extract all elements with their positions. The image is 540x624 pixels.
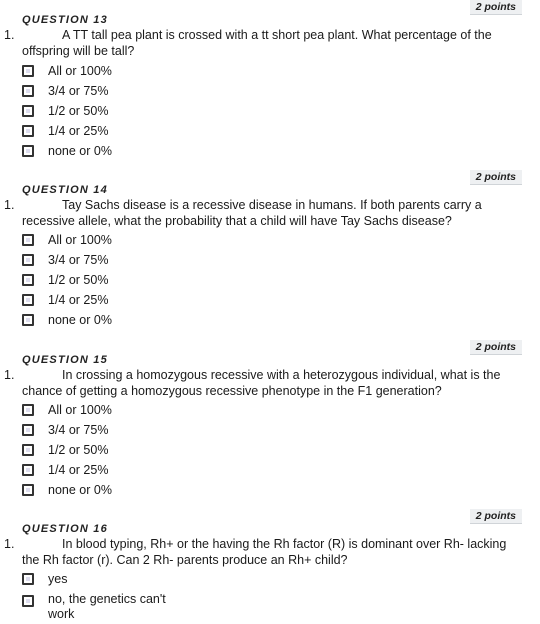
question-title: QUESTION 15 bbox=[22, 354, 108, 366]
checkbox[interactable] bbox=[22, 65, 34, 77]
question-text: A TT tall pea plant is crossed with a tt short pea plant. What percentage of the offspring will be tall? bbox=[22, 28, 492, 58]
option-label: 1/2 or 50% bbox=[48, 442, 109, 457]
answer-option[interactable] bbox=[22, 461, 108, 479]
option-label: no, the genetics can't work bbox=[48, 592, 166, 621]
option-label: All or 100% bbox=[48, 63, 112, 78]
question-number: 1. bbox=[4, 28, 15, 42]
answer-option[interactable] bbox=[22, 570, 67, 588]
points-badge: 2 points bbox=[470, 340, 522, 355]
answer-option[interactable] bbox=[22, 231, 112, 249]
checkbox[interactable] bbox=[22, 595, 34, 607]
question-number: 1. bbox=[4, 537, 15, 551]
answer-option[interactable] bbox=[22, 421, 108, 439]
question-title: QUESTION 14 bbox=[22, 184, 108, 196]
option-label: none or 0% bbox=[48, 143, 112, 158]
answer-option[interactable] bbox=[22, 82, 108, 100]
checkbox[interactable] bbox=[22, 125, 34, 137]
answer-option[interactable] bbox=[22, 481, 112, 499]
option-label: none or 0% bbox=[48, 482, 112, 497]
question-text: Tay Sachs disease is a recessive disease in humans. If both parents carry a recessive allele, what the probability that a child will have Tay Sachs disease? bbox=[22, 198, 482, 228]
answer-option[interactable] bbox=[22, 441, 108, 459]
checkbox[interactable] bbox=[22, 85, 34, 97]
option-label: 3/4 or 75% bbox=[48, 83, 109, 98]
checkbox[interactable] bbox=[22, 314, 34, 326]
checkbox[interactable] bbox=[22, 424, 34, 436]
checkbox[interactable] bbox=[22, 484, 34, 496]
checkbox[interactable] bbox=[22, 254, 34, 266]
question-title: QUESTION 13 bbox=[22, 14, 108, 26]
checkbox[interactable] bbox=[22, 294, 34, 306]
answer-option[interactable] bbox=[22, 271, 108, 289]
question-number: 1. bbox=[4, 368, 15, 382]
answer-option[interactable] bbox=[22, 122, 108, 140]
option-label: 1/4 or 25% bbox=[48, 123, 109, 138]
question-text: In crossing a homozygous recessive with a heterozygous individual, what is the chance of getting a homozygous recessive phenotype in the F1 generation? bbox=[22, 368, 501, 398]
answer-option[interactable] bbox=[22, 142, 112, 160]
question-title: QUESTION 16 bbox=[22, 523, 108, 535]
answer-option[interactable] bbox=[22, 251, 108, 269]
option-label: 1/4 or 25% bbox=[48, 292, 109, 307]
option-label: yes bbox=[48, 571, 68, 586]
option-label: 1/2 or 50% bbox=[48, 272, 109, 287]
answer-option[interactable] bbox=[22, 401, 112, 419]
checkbox[interactable] bbox=[22, 404, 34, 416]
option-label: 3/4 or 75% bbox=[48, 252, 109, 267]
answer-option[interactable] bbox=[22, 311, 112, 329]
checkbox[interactable] bbox=[22, 573, 34, 585]
answer-option[interactable] bbox=[22, 62, 112, 80]
points-badge: 2 points bbox=[470, 509, 522, 524]
question-number: 1. bbox=[4, 198, 15, 212]
answer-option[interactable] bbox=[22, 291, 108, 309]
checkbox[interactable] bbox=[22, 234, 34, 246]
checkbox[interactable] bbox=[22, 464, 34, 476]
checkbox[interactable] bbox=[22, 105, 34, 117]
points-badge: 2 points bbox=[470, 170, 522, 185]
option-label: 1/2 or 50% bbox=[48, 103, 109, 118]
answer-option[interactable] bbox=[22, 102, 108, 120]
answer-option[interactable] bbox=[22, 592, 178, 624]
option-label: 1/4 or 25% bbox=[48, 462, 109, 477]
option-label: All or 100% bbox=[48, 402, 112, 417]
option-label: 3/4 or 75% bbox=[48, 422, 109, 437]
question-text: In blood typing, Rh+ or the having the Rh factor (R) is dominant over Rh- lacking the Rh factor (r). Can 2 Rh- parents produce an Rh+ child? bbox=[22, 537, 507, 567]
checkbox[interactable] bbox=[22, 444, 34, 456]
option-label: none or 0% bbox=[48, 312, 112, 327]
checkbox[interactable] bbox=[22, 145, 34, 157]
points-badge: 2 points bbox=[470, 0, 522, 15]
checkbox[interactable] bbox=[22, 274, 34, 286]
option-label: All or 100% bbox=[48, 232, 112, 247]
